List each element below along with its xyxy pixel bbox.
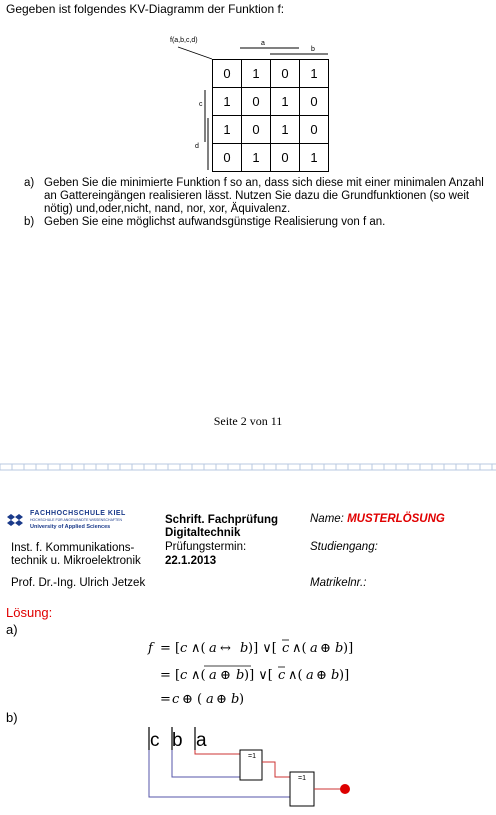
task-a <box>24 177 484 216</box>
kv-diagram <box>212 59 329 172</box>
svg-text:⊕: ⊕ <box>220 668 231 683</box>
svg-text:a: a <box>209 668 217 683</box>
name-label: Name: <box>310 513 348 525</box>
kv-row <box>213 144 329 172</box>
kv-cell: 0 <box>271 144 300 172</box>
svg-text:= [: = [ <box>160 668 181 683</box>
svg-text:a: a <box>209 641 217 656</box>
svg-text:= [: = [ <box>160 641 181 656</box>
wire-c <box>149 750 290 797</box>
solution-formula <box>140 636 370 710</box>
svg-text:a: a <box>206 692 214 707</box>
gate1-label: =1 <box>248 753 256 760</box>
name-field <box>310 513 445 526</box>
exercise-intro: Gegeben ist folgendes KV-Diagramm der Funktion f: <box>6 2 285 16</box>
kv-row <box>213 88 329 116</box>
kv-cell: 1 <box>213 88 242 116</box>
svg-text:)]: )] <box>339 668 350 683</box>
matrikel-label: Matrikelnr.: <box>310 577 367 589</box>
kv-cell: 0 <box>242 116 271 144</box>
gate2-label: =1 <box>298 775 306 782</box>
task-a-label: a) <box>24 177 35 189</box>
svg-text:b: b <box>236 668 245 683</box>
svg-text:c: c <box>278 668 286 683</box>
svg-text:a: a <box>306 668 314 683</box>
svg-text:⊕: ⊕ <box>216 692 227 707</box>
kv-var-d: d <box>195 143 199 150</box>
svg-text:∧(: ∧( <box>191 668 206 683</box>
svg-text:∧(: ∧( <box>191 641 206 656</box>
task-list <box>24 177 484 229</box>
kv-cell: 0 <box>300 116 329 144</box>
kv-cell: 1 <box>300 60 329 88</box>
kv-row <box>213 116 329 144</box>
solution-title: Lösung: <box>6 605 53 620</box>
svg-text:∧(: ∧( <box>288 668 303 683</box>
svg-text:): ) <box>239 692 245 707</box>
kv-cell: 0 <box>300 88 329 116</box>
solution-a-label: a) <box>6 622 18 637</box>
task-b-label: b) <box>24 216 35 228</box>
svg-text:b: b <box>335 641 344 656</box>
svg-text:c: c <box>282 641 290 656</box>
svg-text:⊕: ⊕ <box>316 668 327 683</box>
svg-text:b: b <box>240 641 249 656</box>
kv-cell: 1 <box>213 116 242 144</box>
exam-title: Schrift. Fachprüfung <box>165 514 279 526</box>
svg-text:a: a <box>310 641 318 656</box>
kv-cell: 1 <box>300 144 329 172</box>
svg-text:⊕ (: ⊕ ( <box>182 692 203 707</box>
task-b <box>24 216 484 229</box>
professor: Prof. Dr.-Ing. Ulrich Jetzek <box>11 577 146 589</box>
wire-gate1-out <box>262 762 290 777</box>
page-separator <box>0 462 496 472</box>
output-dot <box>340 784 350 794</box>
kv-cell: 0 <box>213 60 242 88</box>
fh-kiel-logo-icon <box>6 512 26 528</box>
logo-sub2: University of Applied Sciences <box>30 524 111 530</box>
svg-text:=: = <box>160 692 171 707</box>
kv-cell: 0 <box>271 60 300 88</box>
svg-text:b: b <box>331 668 340 683</box>
task-a-text: Geben Sie die minimierte Funktion f so an, dass sich diese mit einer minimalen Anzahl an Gattereingängen realisieren lässt. Nutzen Sie dazu die Grundfunktionen (so weit nötig) und,oder,nicht, nand, nor, xor, Äquivalenz. <box>44 177 484 215</box>
task-b-text: Geben Sie eine möglichst aufwandsgünstige Realisierung von f an. <box>44 216 386 228</box>
kv-var-c: c <box>199 101 203 108</box>
exam-date-value: 22.1.2013 <box>165 555 217 567</box>
exam-subject: Digitaltechnik <box>165 527 241 539</box>
svg-text:⊕: ⊕ <box>320 641 331 656</box>
svg-text:∧(: ∧( <box>292 641 307 656</box>
page-footer: Seite 2 von 11 <box>213 414 283 428</box>
svg-text:c: c <box>180 641 188 656</box>
input-c-label: c <box>150 730 160 751</box>
kv-cell: 1 <box>271 88 300 116</box>
input-b-label: b <box>172 730 183 751</box>
kv-cell: 1 <box>242 60 271 88</box>
institute-line1: Inst. f. Kommunikations- <box>11 542 135 554</box>
kv-var-a: a <box>261 40 265 47</box>
svg-text:)] ∨[: )] ∨[ <box>244 668 273 683</box>
kv-function-label: f(a,b,c,d) <box>170 37 198 44</box>
solution-b-label: b) <box>6 710 18 725</box>
logo-title: FACHHOCHSCHULE KIEL <box>30 510 126 517</box>
kv-cell: 0 <box>213 144 242 172</box>
svg-text:c: c <box>172 692 180 707</box>
kv-cell: 0 <box>242 88 271 116</box>
kv-var-b: b <box>311 46 315 53</box>
kv-cell: 1 <box>242 144 271 172</box>
exam-date-label: Prüfungstermin: <box>165 541 247 553</box>
kv-row <box>213 60 329 88</box>
svg-text:c: c <box>180 668 188 683</box>
logo-sub1: HOCHSCHULE FÜR ANGEWANDTE WISSENSCHAFTEN <box>30 518 123 522</box>
kv-top-bars <box>230 44 340 58</box>
kv-annotations <box>160 38 220 198</box>
svg-text:)] ∨[: )] ∨[ <box>248 641 277 656</box>
course-label: Studiengang: <box>310 541 378 553</box>
kv-cell: 1 <box>271 116 300 144</box>
svg-text:b: b <box>231 692 240 707</box>
xor-circuit <box>140 722 360 812</box>
input-a-label: a <box>196 730 207 751</box>
svg-text:)]: )] <box>343 641 354 656</box>
svg-text:f: f <box>148 641 153 656</box>
svg-text:↔: ↔ <box>220 641 231 656</box>
name-value: MUSTERLÖSUNG <box>347 513 445 525</box>
institute-line2: technik u. Mikroelektronik <box>11 555 141 567</box>
